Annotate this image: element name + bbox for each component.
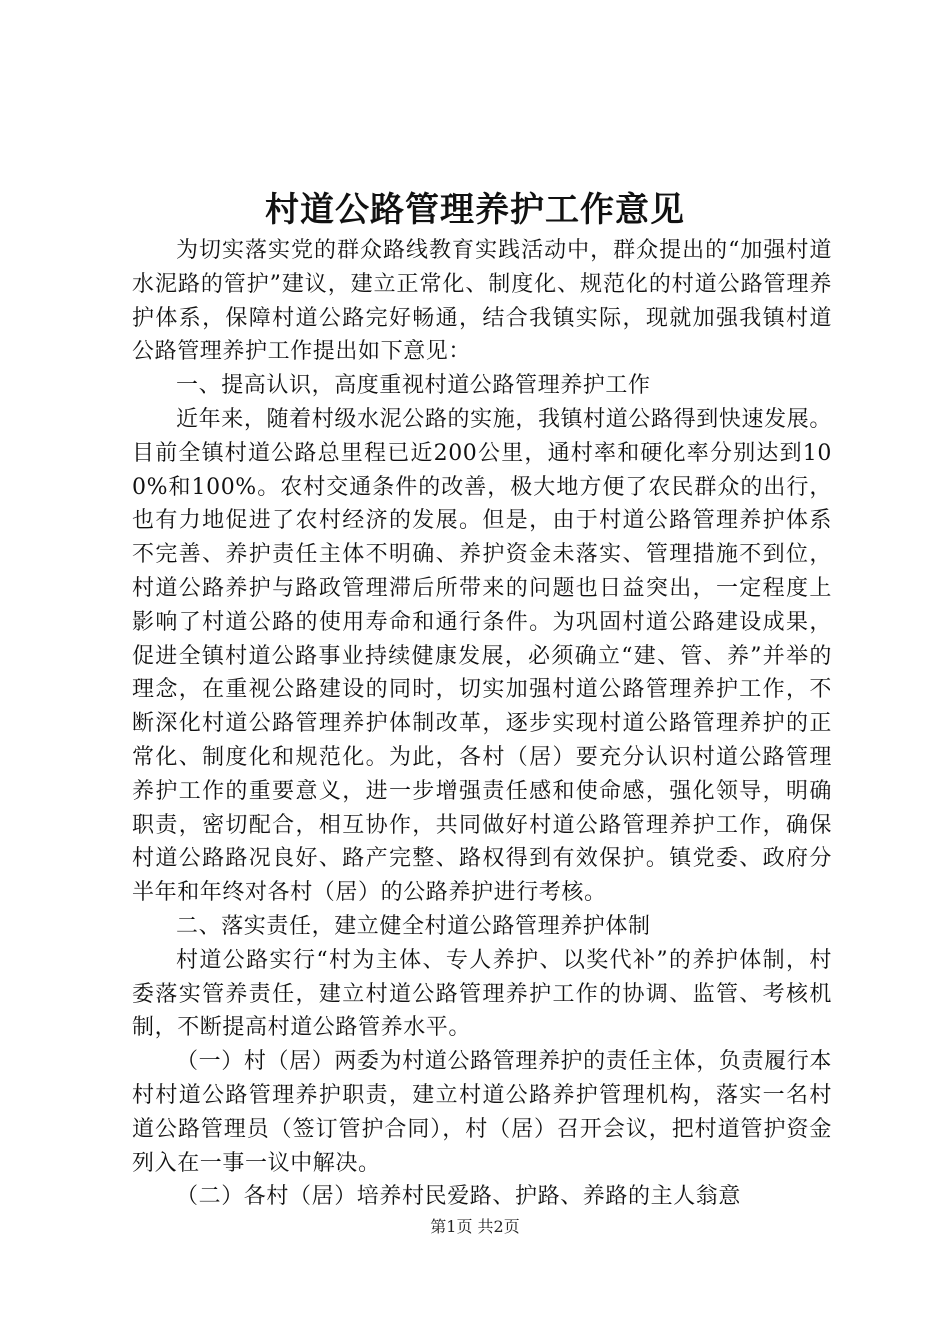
- section-2-paragraph: 村道公路实行“村为主体、专人养护、以奖代补”的养护体制，村委落实管养责任，建立村道公路管理养护工作的协调、监管、考核机制，不断提高村道公路管养水平。: [132, 947, 832, 1041]
- section-1-paragraph: 近年来，随着村级水泥公路的实施，我镇村道公路得到快速发展。目前全镇村道公路总里程已近200公里，通村率和硬化率分别达到100%和100%。农村交通条件的改善，极大地方便了农民群众的出行，也有力地促进了农村经济的发展。但是，由于村道公路管理养护体系不完善、养护责任主体不明确、养护资金未落实、管理措施不到位，村道公路养护与路政管理滞后所带来的问题也日益突出，一定程度上影响了村道公路的使用寿命和通行条件。为巩固村道公路建设成果，促进全镇村道公路事业持续健康发展，必须确立“建、管、养”并举的理念，在重视公路建设的同时，切实加强村道公路管理养护工作，不断深化村道公路管理养护体制改革，逐步实现村道公路管理养护的正常化、制度化和规范化。为此，各村（居）要充分认识村道公路管理养护工作的重要意义，进一步增强责任感和使命感，强化领导，明确职责，密切配合，相互协作，共同做好村道公路管理养护工作，确保村道公路路况良好、路产完整、路权得到有效保护。镇党委、政府分半年和年终对各村（居）的公路养护进行考核。: [132, 406, 832, 906]
- section-2-item-1: （一）村（居）两委为村道公路管理养护的责任主体，负责履行本村村道公路管理养护职责，建立村道公路养护管理机构，落实一名村道公路管理员（签订管护合同），村（居）召开会议，把村道管护资金列入在一事一议中解决。: [132, 1049, 832, 1176]
- document-title: 村道公路管理养护工作意见: [265, 190, 685, 230]
- page-footer: 第1页 共2页: [430, 1217, 520, 1236]
- section-2-item-2: （二）各村（居）培养村民爱路、护路、养路的主人翁意: [176, 1184, 742, 1210]
- section-heading-2: 二、落实责任，建立健全村道公路管理养护体制: [176, 913, 651, 939]
- intro-paragraph: 为切实落实党的群众路线教育实践活动中，群众提出的“加强村道水泥路的管护”建议，建立正常化、制度化、规范化的村道公路管理养护体系，保障村道公路完好畅通，结合我镇实际，现就加强我镇村道公路管理养护工作提出如下意见：: [132, 238, 832, 365]
- document-body: [132, 234, 832, 1214]
- section-heading-1: 一、提高认识，高度重视村道公路管理养护工作: [176, 373, 651, 399]
